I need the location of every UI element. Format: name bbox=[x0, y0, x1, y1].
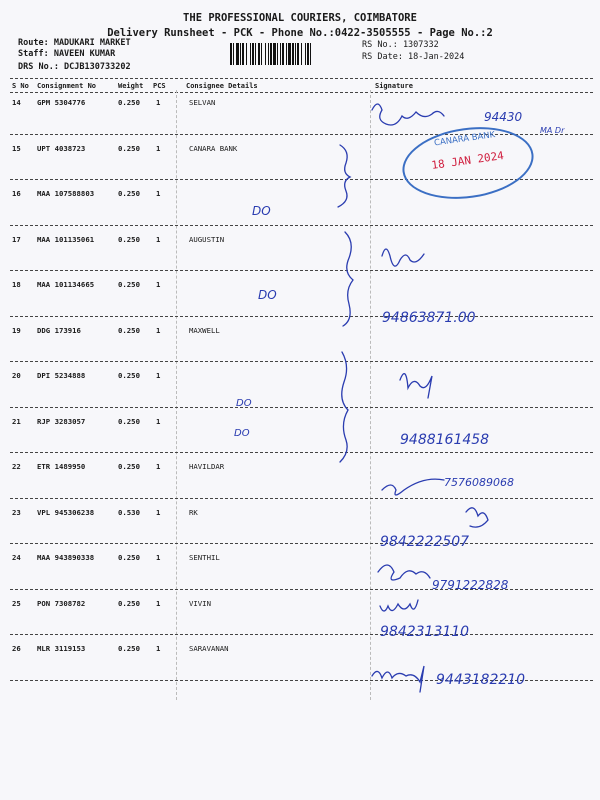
row-weight: 0.250 bbox=[118, 280, 140, 289]
row-sno: 24 bbox=[12, 553, 21, 562]
signature-stroke bbox=[378, 565, 430, 580]
row-consignment-no: MAA 943890338 bbox=[37, 553, 95, 562]
handwritten-phone: 9791222828 bbox=[432, 578, 509, 592]
row-weight: 0.250 bbox=[118, 644, 140, 653]
row-consignee: RK bbox=[189, 507, 198, 517]
rs-date: RS Date: 18-Jan-2024 bbox=[362, 52, 465, 62]
row-pcs: 1 bbox=[156, 98, 161, 107]
row-consignment-no: RJP 3283057 bbox=[37, 416, 86, 426]
handwritten-note: MA Dr bbox=[540, 126, 565, 135]
row-consignment-no: DPI 5234888 bbox=[37, 371, 86, 380]
row-pcs: 1 bbox=[156, 371, 161, 380]
handwritten-phone: 9842222507 bbox=[380, 534, 470, 550]
row-consignee: MAXWELL bbox=[189, 325, 220, 335]
signature-stroke bbox=[372, 104, 444, 125]
bracket-stroke bbox=[340, 352, 348, 462]
row-weight: 0.250 bbox=[118, 189, 140, 198]
row-sno: 26 bbox=[12, 644, 21, 653]
signature-stroke bbox=[380, 600, 418, 611]
col-consignee: Consignee Details bbox=[186, 82, 258, 90]
bracket-stroke bbox=[343, 232, 353, 326]
row-sno: 22 bbox=[12, 462, 21, 471]
row-consignment-no: PON 7308782 bbox=[37, 598, 86, 608]
handwritten-phone: 9443182210 bbox=[436, 672, 526, 688]
row-weight: 0.250 bbox=[118, 416, 140, 426]
row-sno: 25 bbox=[12, 598, 21, 608]
row-weight: 0.250 bbox=[118, 234, 140, 244]
row-weight: 0.250 bbox=[118, 143, 140, 153]
col-signature: Signature bbox=[375, 82, 413, 90]
row-consignment-no: VPL 945306238 bbox=[37, 507, 95, 517]
row-consignment-no: UPT 4038723 bbox=[37, 143, 86, 153]
row-pcs: 1 bbox=[156, 416, 161, 426]
row-consignment-no: DDG 173916 bbox=[37, 325, 81, 335]
handwritten-ditto: DO bbox=[258, 288, 277, 302]
company-title: THE PROFESSIONAL COURIERS, COIMBATORE bbox=[183, 12, 417, 24]
signature-stroke bbox=[382, 249, 424, 266]
stamp-date: 18 JAN 2024 bbox=[430, 149, 505, 173]
row-pcs: 1 bbox=[156, 598, 161, 608]
row-pcs: 1 bbox=[156, 507, 161, 517]
row-sno: 21 bbox=[12, 416, 21, 426]
handwritten-ditto: DO bbox=[252, 204, 271, 218]
staff-label: Staff: NAVEEN KUMAR bbox=[18, 49, 116, 59]
row-pcs: 1 bbox=[156, 325, 161, 335]
row-pcs: 1 bbox=[156, 189, 161, 198]
row-consignee: AUGUSTIN bbox=[189, 234, 225, 244]
row-consignee: CANARA BANK bbox=[189, 143, 238, 153]
rs-number: RS No.: 1307332 bbox=[362, 40, 439, 50]
handwritten-phone: 94863871.00 bbox=[382, 310, 476, 326]
col-sno: S No bbox=[12, 82, 29, 90]
row-weight: 0.250 bbox=[118, 371, 140, 380]
row-pcs: 1 bbox=[156, 143, 161, 153]
row-consignment-no: ETR 1489950 bbox=[37, 462, 86, 471]
row-sno: 18 bbox=[12, 280, 21, 289]
handwritten-phone: 9488161458 bbox=[400, 432, 490, 448]
row-sno: 16 bbox=[12, 189, 21, 198]
row-pcs: 1 bbox=[156, 280, 161, 289]
row-weight: 0.530 bbox=[118, 507, 140, 517]
col-consignment: Consignment No bbox=[37, 82, 97, 90]
row-sno: 15 bbox=[12, 143, 21, 153]
row-consignment-no: MAA 101134665 bbox=[37, 280, 95, 289]
handwritten-phone: 7576089068 bbox=[444, 476, 514, 489]
runsheet-subtitle: Delivery Runsheet - PCK - Phone No.:0422-3505555 - Page No.:2 bbox=[107, 27, 493, 39]
row-consignment-no: MAA 101135061 bbox=[37, 234, 95, 244]
row-consignee: HAVILDAR bbox=[189, 462, 225, 471]
signature-stroke bbox=[466, 508, 488, 527]
row-consignee: SARAVANAN bbox=[189, 644, 229, 653]
signature-stroke bbox=[382, 479, 444, 495]
bracket-stroke bbox=[338, 145, 350, 207]
row-weight: 0.250 bbox=[118, 598, 140, 608]
row-sno: 19 bbox=[12, 325, 21, 335]
row-sno: 20 bbox=[12, 371, 21, 380]
stamp-bank-name: CANARA BANK bbox=[433, 129, 496, 149]
row-weight: 0.250 bbox=[118, 98, 140, 107]
row-consignee: VIVIN bbox=[189, 598, 211, 608]
row-sno: 14 bbox=[12, 98, 21, 107]
row-sno: 17 bbox=[12, 234, 21, 244]
row-pcs: 1 bbox=[156, 644, 161, 653]
row-weight: 0.250 bbox=[118, 553, 140, 562]
row-consignee: SELVAN bbox=[189, 98, 216, 107]
handwritten-phone: 9842313110 bbox=[380, 624, 470, 640]
signature-stroke bbox=[372, 666, 424, 692]
row-pcs: 1 bbox=[156, 553, 161, 562]
col-pcs: PCS bbox=[153, 82, 166, 90]
handwritten-phone: 94430 bbox=[484, 110, 523, 124]
row-consignee: SENTHIL bbox=[189, 553, 220, 562]
handwritten-ditto: DO bbox=[236, 398, 252, 409]
handwritten-ditto: DO bbox=[234, 428, 250, 439]
row-weight: 0.250 bbox=[118, 462, 140, 471]
route-label: Route: MADUKARI MARKET bbox=[18, 38, 131, 48]
col-weight: Weight bbox=[118, 82, 144, 90]
row-consignment-no: GPM 5304776 bbox=[37, 98, 86, 107]
row-sno: 23 bbox=[12, 507, 21, 517]
row-consignment-no: MAA 107588803 bbox=[37, 189, 95, 198]
row-consignment-no: MLR 3119153 bbox=[37, 644, 86, 653]
row-weight: 0.250 bbox=[118, 325, 140, 335]
drs-number: DRS No.: DCJB130733202 bbox=[18, 62, 131, 72]
row-pcs: 1 bbox=[156, 462, 161, 471]
signature-stroke bbox=[400, 374, 432, 398]
row-pcs: 1 bbox=[156, 234, 161, 244]
